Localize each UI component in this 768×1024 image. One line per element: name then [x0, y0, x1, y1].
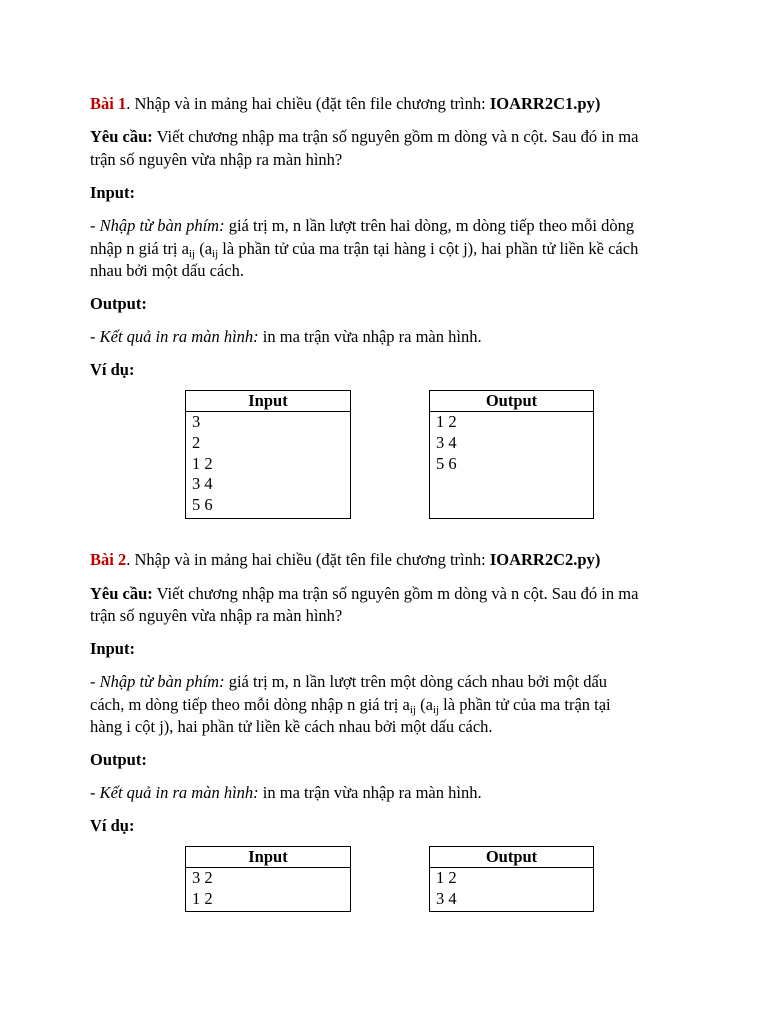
bai2-subscript-ij: ij [409, 704, 416, 716]
bai1-input-line2-a: nhập n giá trị a [90, 239, 189, 258]
bai1-example-output-cell [430, 412, 594, 519]
bai2-label: Bài 2 [90, 550, 127, 569]
bai1-output-line: 1 2 [436, 412, 457, 431]
bai2-example-heading: Ví dụ: [90, 816, 135, 835]
bai1-input-line1-rest: giá trị m, n lần lượt trên hai dòng, m dòng tiếp theo mỗi dòng [224, 216, 635, 235]
bai1-input-line: 2 [192, 432, 201, 452]
bai1-input-line: 3 [192, 412, 201, 431]
bai2-example-input-table [185, 846, 351, 912]
bai1-req-label: Yêu cầu: [90, 127, 153, 146]
bai1-example-output-table [429, 390, 594, 519]
bai1-output-heading: Output: [90, 294, 147, 313]
bai1-output-prefix: - Kết quả in ra màn hình: [90, 327, 259, 346]
bai1-input-line: 1 2 [192, 453, 213, 473]
bai2-title-text: . Nhập và in mảng hai chiều (đặt tên file chương trình: [126, 550, 490, 569]
bai2-close-paren: ) [594, 550, 601, 569]
bai2-input-prefix: - Nhập từ bàn phím: [90, 672, 225, 691]
bai2-input-line: 1 2 [192, 888, 213, 908]
bai2-output-prefix: - Kết quả in ra màn hình: [90, 783, 259, 802]
bai2-req-line1: Viết chương nhập ma trận số nguyên gồm m dòng và n cột. Sau đó in ma [152, 584, 639, 603]
bai2-output-heading: Output: [90, 750, 147, 769]
bai2-example-input-cell [186, 868, 351, 912]
bai1-input-line2-c: là phần tử của ma trận tại hàng i cột j), hai phần tử liền kề cách [218, 239, 639, 258]
bai1-input-line: 3 4 [192, 474, 213, 494]
bai1-req-line2: trận số nguyên vừa nhập ra màn hình? [90, 150, 343, 169]
bai2-output-rest: in ma trận vừa nhập ra màn hình. [258, 783, 482, 802]
bai2-input-desc-line1 [90, 671, 607, 693]
bai2-title [90, 549, 600, 571]
bai1-title-text: . Nhập và in mảng hai chiều (đặt tên file chương trình: [126, 94, 490, 113]
bai1-filename: IOARR2C1.py [489, 94, 595, 113]
bai2-input-line2-a: cách, m dòng tiếp theo mỗi dòng nhập n giá trị a [90, 695, 410, 714]
bai1-input-desc-line1 [90, 215, 634, 237]
bai1-label: Bài 1 [90, 94, 127, 113]
bai2-requirement [90, 583, 638, 605]
bai2-subscript-ij-2: ij [432, 704, 440, 716]
bai2-output-line: 1 2 [436, 868, 457, 887]
bai1-title [90, 93, 600, 115]
bai2-filename: IOARR2C2.py [489, 550, 595, 569]
bai2-input-heading: Input: [90, 639, 135, 658]
bai1-req-line1: Viết chương nhập ma trận số nguyên gồm m dòng và n cột. Sau đó in ma [152, 127, 639, 146]
bai1-input-heading: Input: [90, 183, 135, 202]
bai1-close-paren: ) [594, 94, 601, 113]
bai1-subscript-ij-2: ij [212, 248, 219, 260]
bai1-output-rest: in ma trận vừa nhập ra màn hình. [258, 327, 482, 346]
bai2-example-output-table [429, 846, 594, 912]
bai1-input-line2-b: (a [195, 239, 213, 258]
bai2-input-line2-c: là phần tử của ma trận tại [439, 695, 611, 714]
bai2-input-line1-rest: giá trị m, n lần lượt trên một dòng cách nhau bởi một dấu [224, 672, 608, 691]
bai1-input-prefix: - Nhập từ bàn phím: [90, 216, 225, 235]
bai2-input-desc-line2 [90, 694, 611, 716]
bai2-example-output-header: Output [430, 847, 594, 868]
bai1-requirement [90, 126, 638, 148]
bai1-output-line: 5 6 [436, 453, 457, 473]
bai2-example-output-cell [430, 868, 594, 912]
bai2-output-line: 3 4 [436, 888, 457, 908]
bai1-subscript-ij: ij [188, 248, 196, 260]
bai1-example-input-cell [186, 412, 351, 519]
bai2-example-input-header: Input [186, 847, 351, 868]
bai2-req-line2: trận số nguyên vừa nhập ra màn hình? [90, 606, 343, 625]
bai1-input-desc-line3: nhau bởi một dấu cách. [90, 261, 244, 280]
bai2-input-line2-b: (a [415, 695, 433, 714]
bai2-output-desc [90, 782, 482, 804]
bai1-input-desc-line2 [90, 238, 638, 260]
bai2-req-label: Yêu cầu: [90, 584, 153, 603]
bai1-example-heading: Ví dụ: [90, 360, 135, 379]
bai1-output-desc [90, 326, 482, 348]
bai1-output-line: 3 4 [436, 432, 457, 452]
bai1-input-line: 5 6 [192, 495, 213, 515]
bai1-example-input-table [185, 390, 351, 519]
bai1-example-output-header: Output [430, 391, 594, 412]
bai2-input-line: 3 2 [192, 868, 213, 887]
bai1-example-input-header: Input [186, 391, 351, 412]
bai2-input-desc-line3: hàng i cột j), hai phần tử liền kề cách nhau bởi một dấu cách. [90, 717, 493, 736]
